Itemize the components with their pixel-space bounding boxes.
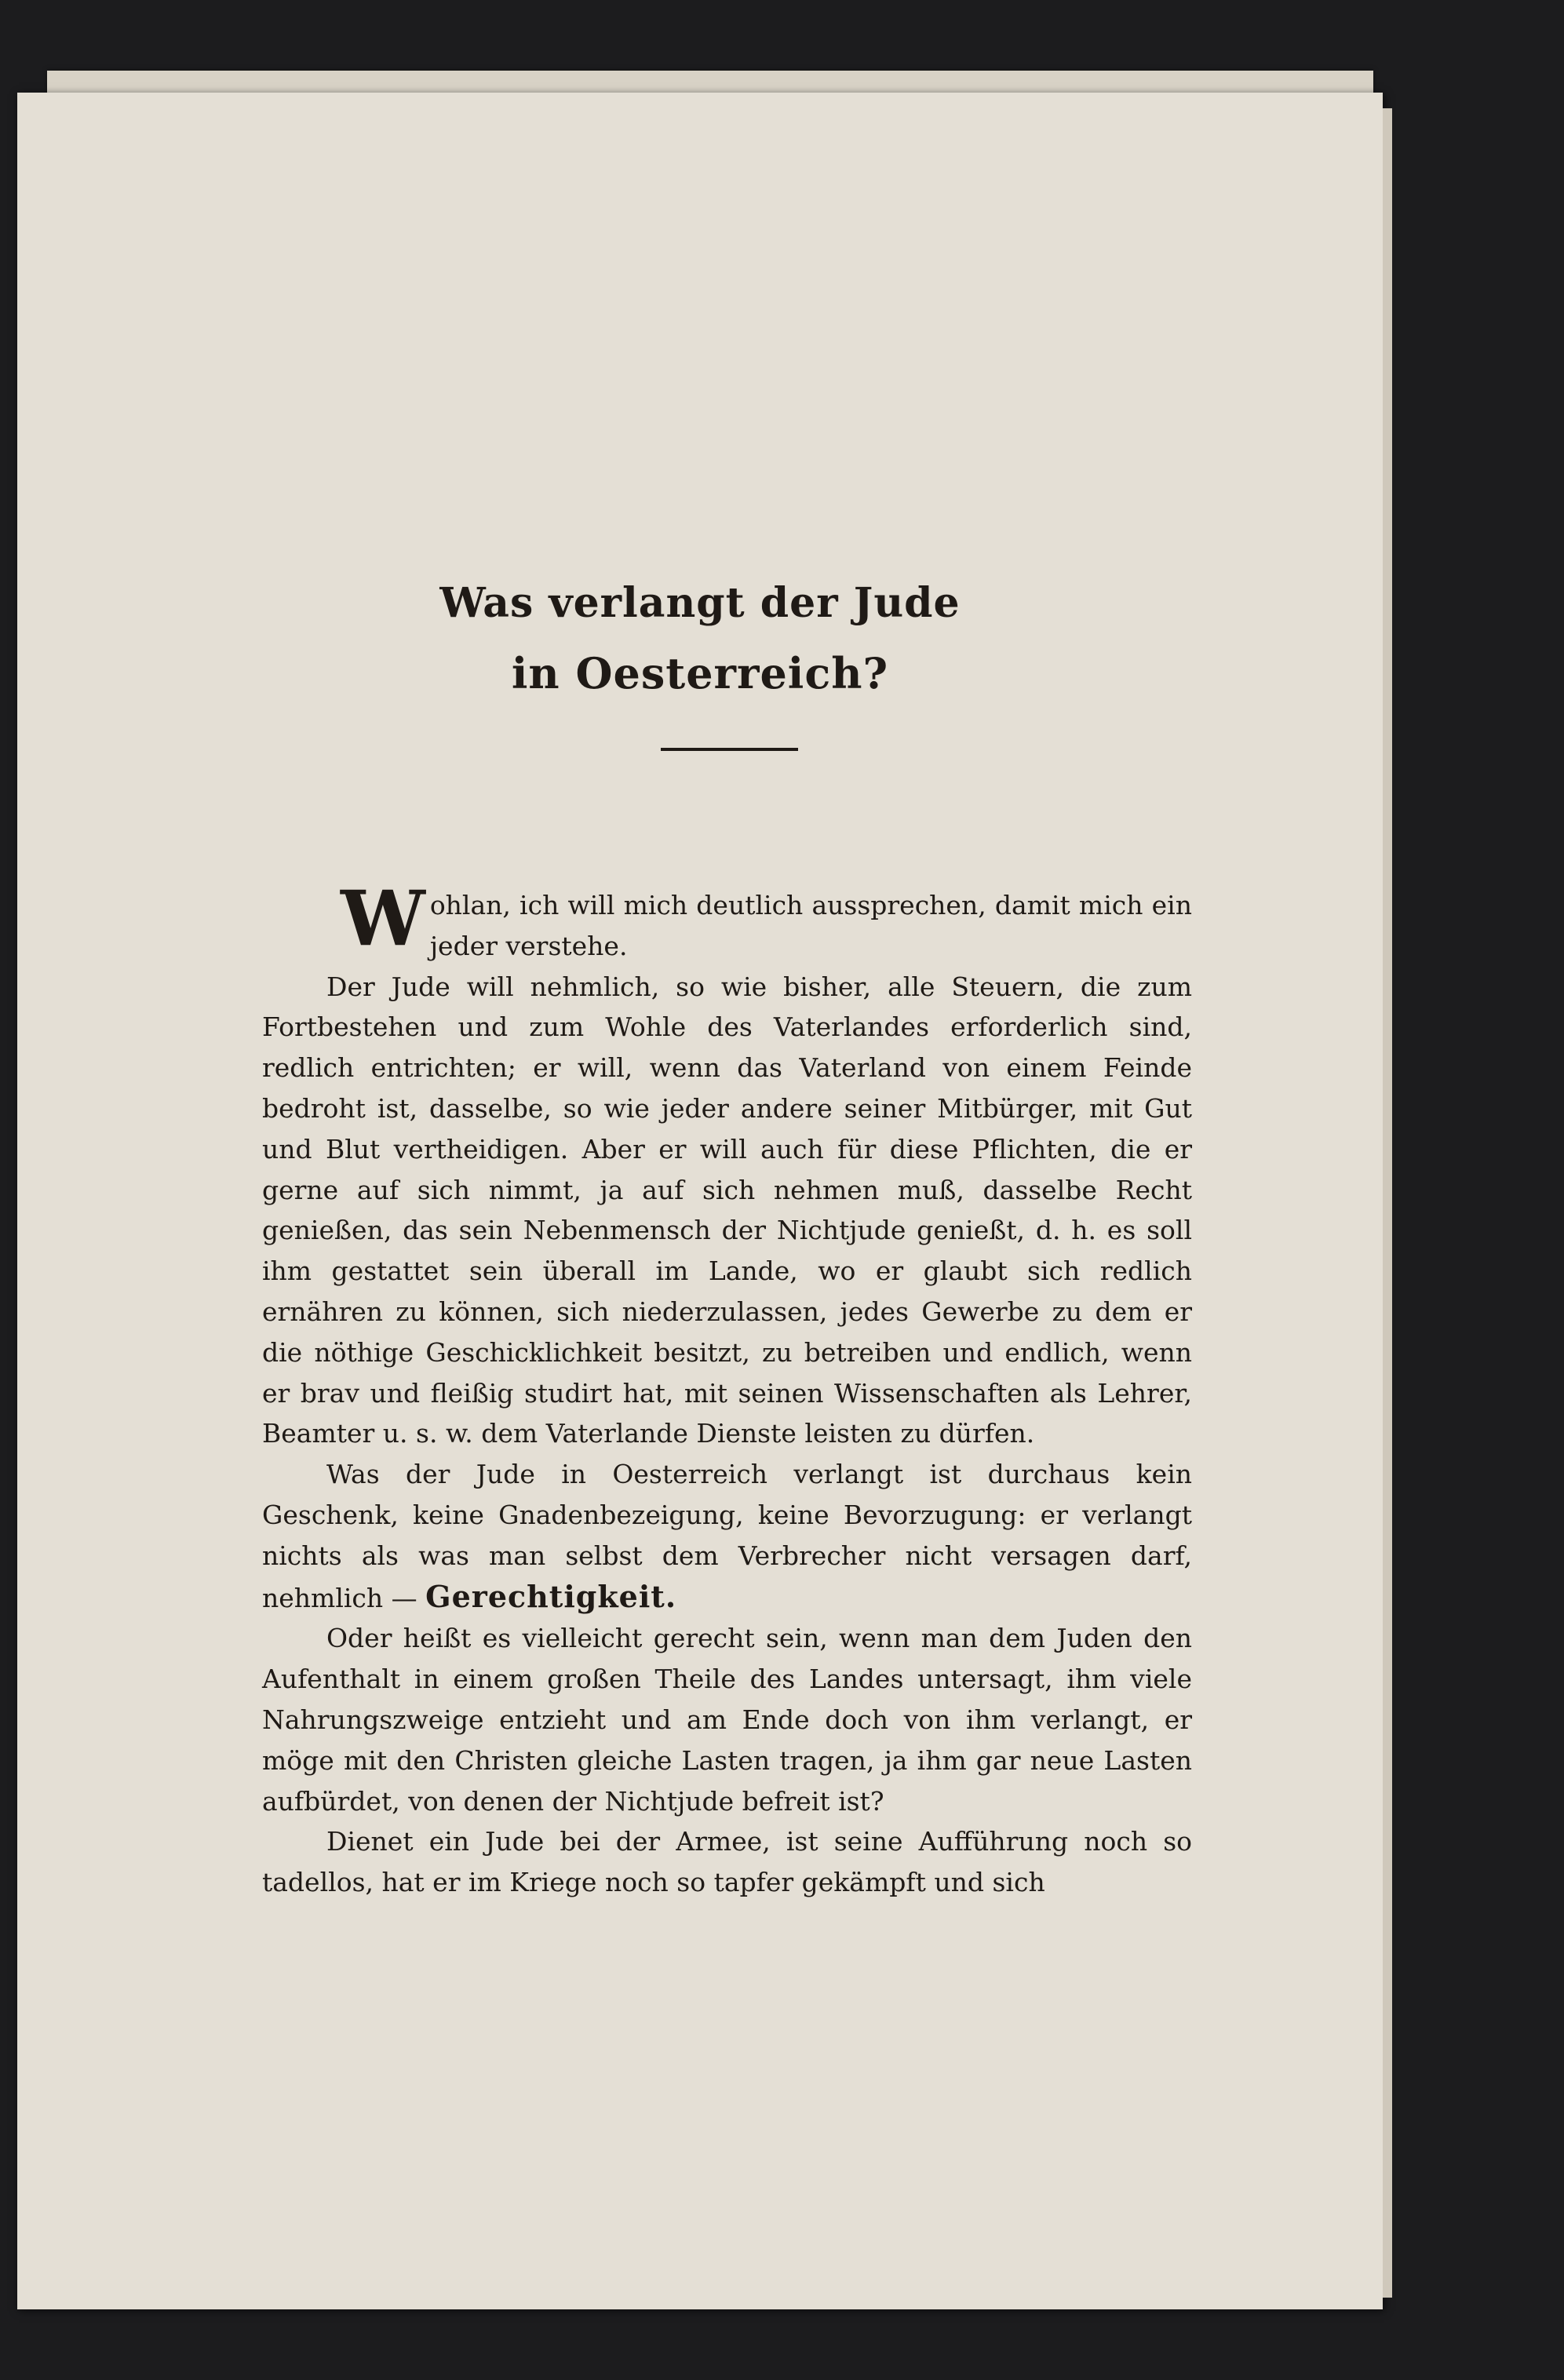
page-title-line-1: Was verlangt der Jude	[439, 579, 961, 627]
title-divider	[661, 748, 798, 751]
paragraph-2: Der Jude will nehmlich, so wie bisher, alle Steuern, die zum Fortbestehen und zum Wohle des Vaterlandes erforderlich sind, redlich entrichten; er will, wenn das Vaterland von einem Feinde bedroht ist, dasselbe, so wie jeder andere seiner Mitbürger, mit Gut und Blut vertheidigen. Aber er will auch für diese Pflichten, die er gerne auf sich nimmt, ja auf sich nehmen muß, dasselbe Recht genießen, das sein Nebenmensch der Nichtjude genießt, d. h. es soll ihm gestattet sein überall im Lande, wo er glaubt sich redlich ernähren zu können, sich niederzulassen, jedes Gewerbe zu dem er die nöthige Geschicklichkeit besitzt, zu betreiben und endlich, wenn er brav und fleißig studirt hat, mit seinen Wissenschaften als Lehrer, Beamter u. s. w. dem Vaterlande Dienste leisten zu dürfen.	[262, 971, 1192, 1449]
paragraph-3	[262, 1454, 1192, 1618]
body-text	[262, 874, 1192, 1903]
document-page	[17, 93, 1383, 2309]
emphasis-gerechtigkeit: Gerechtigkeit.	[425, 1578, 677, 1614]
page-title-line-2: in Oesterreich?	[511, 648, 889, 698]
paragraph-1	[262, 874, 1192, 967]
paragraph-4: Oder heißt es vielleicht gerecht sein, wenn man dem Juden den Aufenthalt in einem großen Theile des Landes untersagt, ihm viele Nahrungszweige entzieht und am Ende doch von ihm verlangt, er möge mit den Christen gleiche Lasten tragen, ja ihm gar neue Lasten aufbürdet, von denen der Nichtjude befreit ist?	[262, 1623, 1192, 1817]
paragraph-5: Dienet ein Jude bei der Armee, ist seine Aufführung noch so tadellos, hat er im Kriege noch so tapfer gekämpft und sich	[262, 1826, 1192, 1898]
page-edge	[1383, 108, 1392, 2298]
drop-cap: W	[341, 874, 425, 963]
paragraph-3-text: Was der Jude in Oesterreich verlangt ist durchaus kein Geschenk, keine Gnadenbezeigung, keine Bevorzugung: er verlangt nichts als was man selbst dem Verbrecher nicht versagen darf, nehmlich —	[262, 1459, 1192, 1613]
paragraph-1-text: ohlan, ich will mich deutlich aussprechen, damit mich ein jeder verstehe.	[429, 890, 1192, 961]
